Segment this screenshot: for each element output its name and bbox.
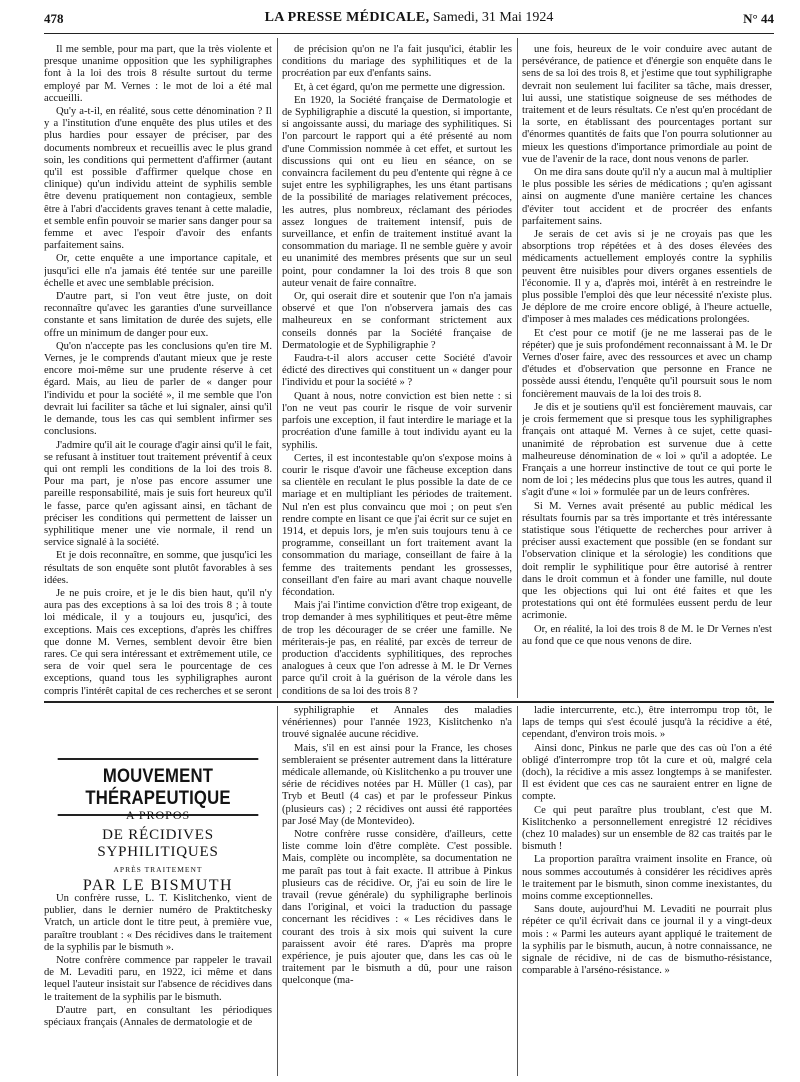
paragraph: Notre confrère commence par rappeler le travail de M. Levaditi paru, en 1922, ici même et dans lequel l'auteur insistait sur l'absence de récidives dans le traitement de la syphilis par le bismuth.: [44, 955, 272, 1003]
journal-masthead: [44, 10, 774, 26]
column-divider: [277, 38, 278, 698]
page-number: 478: [44, 11, 64, 26]
journal-title: LA PRESSE MÉDICALE,: [264, 10, 430, 25]
paragraph: En 1920, la Société française de Dermatologie et de Syphiligraphie a discuté la question, si importante, si angoissante aussi, du mariage des syphilitiques. Si l'on parcourt le rapport qui a été présenté au nom d'une Commission nommée à cet effet, et surtout les discussions qui ont eu lieu en séance, on se convaincra facilement du peu d'entente qui règne à ce sujet entre les syphiligraphes, les uns étant partisans de la possibilité de mariages relativement précoces, les autres, plus nombreux, réclamant des périodes assez longues de traitement intensif, puis de surveillance, et enfin de traitement institué avant la consommation du mariage. Il ne semble guère y avoir eu unanimité des membres présents que sur un seul point, pour condamner la loi des trois 8 que son auteur venait de faire connaître.: [282, 94, 512, 289]
paragraph: Je ne puis croire, et je le dis bien haut, qu'il n'y aura pas des exceptions à sa loi des trois 8 ; à toute loi médicale, il y a toujours eu, jusqu'ici, des exceptions. Mais ces exceptions, d'après les chiffres que donne M. Vernes, semblent devoir être bien rares. Ce qui sera intéressant et extrêmement utile, ce sera de voir quel sera le pourcentage de ces exceptions, quand tous les syphiligraphes auront compris l'intérêt capital de ces recherches et se seront: [44, 587, 272, 696]
paragraph: Mais j'ai l'intime conviction d'être trop exigeant, de trop demander à mes syphilitiques et peut-être même de trop les décourager de se créer une famille. Ne mériterais-je pas, en réalité, par excès de terreur de production d'accidents syphilitiques, des reproches analogues à ceux que l'on adresse à M. le Dr Vernes parce qu'il croit à la guérison de la vérole dans les conditions de sa loi des trois 8 ?: [282, 600, 512, 696]
paragraph: une fois, heureux de le voir conduire avec autant de persévérance, de patience et d'énergie son enquête dans le sens de sa loi des trois 8, et j'estime que tout syphiligraphe devrait non seulement lui faciliter sa tâche, mais dresser, lui aussi, une statistique soigneuse de ses méthodes de traitement et de leurs résultats. Ce n'est qu'en procédant de la sorte, en établissant des pourcentages portant sur d'énormes quantités de faits que l'on pourra solutionner au mieux les questions d'importance primordiale au point de vue de l'avenir de la race, dont nous venons de parler.: [522, 44, 772, 165]
paragraph: D'autre part, en consultant les périodiques spéciaux français (Annales de dermatologie et de: [44, 1004, 272, 1029]
column-divider: [517, 38, 518, 698]
paragraph: Et c'est pour ce motif (je ne me lasserai pas de le répéter) que je suis profondément reconnaissant à M. le Dr Vernes d'oser faire, avec des ressources et avec un champ d'études et d'observation que personne en France ne possède aussi étendu, l'enquête qu'il poursuit sous le nom foncièrement mauvais de la loi des trois 8.: [522, 327, 772, 400]
paragraph: Quant à nous, notre conviction est bien nette : si l'on ne veut pas courir le risque de voir survenir parfois une exception, il faut interdire le mariage et la procréation d'une famille à tout individu ayant eu la syphilis.: [282, 390, 512, 451]
paragraph: Qu'y a-t-il, en réalité, sous cette dénomination ? Il y a l'institution d'une enquête des plus utiles et des plus hardies pour essayer de préciser, par des documents nombreux et recueillis avec le plus grand soin, les conditions qui permettent d'affirmer (autant qu'il est possible d'affirmer quelque chose en clinique) qu'un individu atteint de syphilis semble être devenu pratiquement non contagieux, semble être à l'abri d'accidents graves tenant à cette maladie, et semble enfin pouvoir se marier sans danger pour sa femme et avec l'espoir d'avoir des enfants parfaitement sains.: [44, 106, 272, 252]
paragraph: Je dis et je soutiens qu'il est foncièrement mauvais, car je crois fermement que si presque tous les syphiligraphes français ont attaqué M. Vernes à ce sujet, cette quasi-unanimité de réprobation est survenue due à cette malheureuse dénomination de « loi » qu'il a adoptée. Le Français a une horreur instinctive de tout ce qui porte le nom de loi ; les médecins plus que tous les autres, quand il s'agit d'une « loi » formulée par un de leurs confrères.: [522, 401, 772, 499]
paragraph: Ainsi donc, Pinkus ne parle que des cas où l'on a été obligé d'interrompre trop tôt la cure et où, malgré cela (doch), la récidive a mis assez longtemps à se manifester. Il est évident que ces cas ne sauraient entrer en ligne de compte.: [522, 742, 772, 803]
paragraph: Sans doute, aujourd'hui M. Levaditi ne pourrait plus répéter ce qu'il écrivait dans ce journal il y a vingt-deux mois : « Parmi les auteurs ayant appliqué le traitement de la syphilis par le bismuth, aucun, à notre connaissance, ne signale de récidive, ni de cas de bismutho-résistance, comparable à l'arséno-résistance. »: [522, 904, 772, 977]
article-top-column-3: [522, 44, 772, 696]
paragraph: Faudra-t-il alors accuser cette Société d'avoir édicté des directives qui constituent un « danger pour l'individu et pour la société » ?: [282, 353, 512, 389]
issue-number: N° 44: [743, 11, 774, 26]
article-bottom-column-1: [44, 893, 272, 1079]
paragraph: Ce qui peut paraître plus troublant, c'est que M. Kislitchenko a personnellement enregistré 12 récidives (chez 10 malades) sur un ensemble de 82 cas traités par le bismuth !: [522, 804, 772, 853]
article-heading-line-4: PAR LE BISMUTH: [82, 877, 234, 894]
paragraph: Un confrère russe, L. T. Kislitchenko, vient de publier, dans le dernier numéro de Praktitchesky Vratch, un article dont le titre peut, à première vue, paraître troublant : « Des récidives dans le traitement de la syphilis par le bismuth ».: [44, 893, 272, 953]
header-rule: [44, 33, 774, 34]
paragraph: Et, à cet égard, qu'on me permette une digression.: [294, 81, 506, 93]
paragraph: Or, en réalité, la loi des trois 8 de M. le Dr Vernes n'est au fond que ce que nous venons de dire.: [522, 623, 772, 647]
issue-date: Samedi, 31 Mai 1924: [432, 10, 554, 25]
article-top-column-2: [282, 44, 512, 696]
paragraph: ladie intercurrente, etc.), être interrompu trop tôt, le laps de temps qui s'est écoulé jusqu'à la récidive a été, cependant, d'environ trois mois. »: [522, 705, 772, 741]
article-heading-line-3: APRÈS TRAITEMENT: [113, 865, 203, 874]
column-divider: [277, 706, 278, 1076]
paragraph: Mais, s'il en est ainsi pour la France, les choses sembleraient se présenter autrement dans la littérature médicale allemande, où Kislitchenko a pu trouver une série de récidives notées par H. Müller (1 cas), par Tryb et Beutl (4 cas) et par le professeur Pinkus (plusieurs cas) ; 2 récidives ont aussi été rapportées par José May (de Montevideo).: [282, 742, 512, 827]
page-header: [44, 6, 774, 32]
article-heading-line-1: A PROPOS: [125, 808, 191, 822]
paragraph: Je serais de cet avis si je ne croyais pas que les absorptions trop répétées et à des doses élevées des médicaments actuellement employés contre la syphilis peuvent être nuisibles pour divers organes essentiels de l'économie. Il y a, d'après moi, intérêt à en restreindre le plus possible l'emploi dès que leur nécessité n'existe plus. Je déplore de me croire encore obligé, à l'heure actuelle, d'imposer à mes malades ces médications prolongées.: [522, 229, 772, 326]
article-bottom-column-3: [522, 705, 772, 1079]
paragraph: Et je dois reconnaître, en somme, que jusqu'ici les résultats de son enquête sont plutôt favorables à ses idées.: [44, 550, 272, 586]
paragraph: D'autre part, si l'on veut être juste, on doit reconnaître qu'avec les garanties d'une surveillance constante et sans limitation de durée des sujets, elle offre un minimum de danger pour eux.: [44, 291, 272, 339]
paragraph: Or, qui oserait dire et soutenir que l'on n'a jamais observé et que l'on n'observera jamais des cas malheureux en se conformant strictement aux conseils donnés par la Société française de Dermatologie et de Syphiligraphie ?: [282, 291, 512, 351]
paragraph: Or, cette enquête a une importance capitale, et jusqu'ici elle n'a jamais été tentée sur une pareille échelle et avec une semblable précision.: [44, 253, 272, 289]
paragraph: de précision qu'on ne l'a fait jusqu'ici, établir les conditions du mariage des syphilitiques et de la procréation par eux d'enfants sains.: [282, 44, 512, 80]
paragraph: Qu'on n'accepte pas les conclusions qu'en tire M. Vernes, je le comprends d'autant mieux que je reste encore moi-même sur une prudente réserve à cet égard. Mais, au lieu de parler de « danger pour l'individu et pour la société », il me semble que l'on devrait lui faciliter sa tâche et lui signaler, ainsi qu'il le demande, tous les cas qui semblent infirmer ses conclusions.: [44, 340, 272, 438]
paragraph: J'admire qu'il ait le courage d'agir ainsi qu'il le fait, se refusant à instituer tout traitement préventif à ceux qui ont rempli les conditions de la loi des trois 8. Pour ma part, je n'ose pas encore assumer une pareille responsabilité, mais je suis fort heureux qu'il le fasse, parce qu'en agissant ainsi, en tâchant de préciser les conditions qui permettent de laisser un syphilitique mener une vie normale, il rend un service signalé à la société.: [44, 439, 272, 549]
column-divider: [517, 706, 518, 1076]
article-top-column-1: [44, 44, 272, 696]
paragraph: Il me semble, pour ma part, que la très violente et presque unanime opposition que les syphiligraphes font à la loi des trois 8 résulte surtout du terme employé par M. Vernes : le mot de loi a été mal accueilli.: [44, 44, 272, 104]
article-bottom-column-2: [282, 705, 512, 1079]
paragraph: syphiligraphie et Annales des maladies vénériennes) pour l'année 1923, Kislitchenko n'a trouvé signalée aucune récidive.: [282, 705, 512, 741]
paragraph: La proportion paraîtra vraiment insolite en France, où nous sommes accoutumés à considérer les récidives après le traitement par le bismuth, sinon comme inexistantes, du moins comme exceptionnelles.: [522, 854, 772, 903]
paragraph: On me dira sans doute qu'il n'y a aucun mal à multiplier le plus possible les séries de médications ; qu'en agissant ainsi on augmente d'une manière certaine les chances d'éviter tout accident et de procréer des enfants parfaitement sains.: [522, 167, 772, 227]
article-heading: [44, 808, 272, 895]
section-divider-rule: [44, 701, 774, 703]
paragraph: Si M. Vernes avait présenté au public médical les résultats fournis par sa très importante et très intéressante statistique sous l'étiquette de recherches pour arriver à préciser aussi exactement que possible (en se fondant sur l'observation clinique et la sérologie) les conditions que doit remplir le syphilitique pour être autorisé à rentrer dans le droit commun et à fonder une famille, nul doute que les objections qui lui ont été faites et que les protestations qui ont été formulées eussent perdu de leur acrimonie.: [522, 500, 772, 622]
section-title: MOUVEMENT THÉRAPEUTIQUE: [58, 758, 259, 816]
paragraph: Certes, il est incontestable qu'on s'expose moins à courir le risque d'avoir une fâcheuse exception dans sa clientèle en reculant le plus possible la date de ce mariage et en multipliant les périodes de traitement. Nul n'en est plus convaincu que moi ; on peut s'en rendre compte en lisant ce que j'ai écrit sur ce sujet en 1914, et depuis lors, je m'en suis toujours tenu à ce programme, conseillant un fort traitement avant la consommation du mariage, conseillant de faire à la femme des traitements pendant les grossesses, conseillant d'en faire au mari avant chaque nouvelle fécondation.: [282, 452, 512, 598]
paragraph: Notre confrère russe considère, d'ailleurs, cette liste comme loin d'être complète. C'est possible. Mais, complète ou incomplète, sa documentation ne me paraît pas tout à fait exacte. Il attribue à Pinkus plusieurs cas de récidive. Or, j'ai eu soin de lire le travail (revue générale) du syphiligraphe berlinois dans l'original, et voici la traduction du passage concernant les récidives : « Les récidives dans le courant des trois à six mois qui suivent la cure paraissent avoir été rares. D'après ma propre expérience, je puis ajouter que, dans les cas où le traitement par le bismuth a dû, pour une raison quelconque (ma-: [282, 829, 512, 987]
article-heading-line-2: DE RÉCIDIVES SYPHILITIQUES: [97, 827, 219, 860]
